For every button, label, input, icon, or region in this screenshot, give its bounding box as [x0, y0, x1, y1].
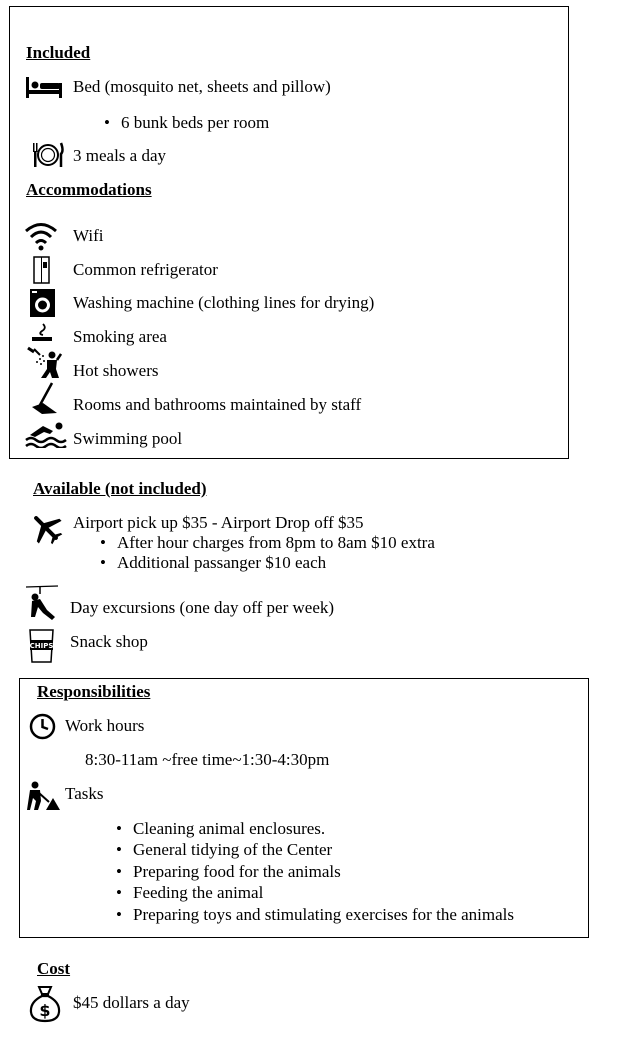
bed-label: Bed (mosquito net, sheets and pillow): [73, 77, 331, 96]
clock-icon: [29, 713, 56, 740]
accommodation-label: Rooms and bathrooms maintained by staff: [73, 395, 362, 414]
accommodation-label: Wifi: [73, 226, 104, 245]
wifi-icon: [24, 220, 58, 252]
washing-machine-icon: [29, 288, 56, 318]
accommodation-label: Swimming pool: [73, 429, 183, 448]
work-hours-value: 8:30-11am ~free time~1:30-4:30pm: [85, 750, 330, 769]
accommodation-label: Common refrigerator: [73, 260, 218, 279]
shower-icon: [26, 345, 62, 379]
bed-detail: • 6 bunk beds per room: [121, 113, 269, 133]
task-item: • Cleaning animal enclosures.: [133, 819, 325, 839]
snack-label: Snack shop: [70, 632, 148, 651]
bed-icon: [25, 74, 63, 100]
task-item: • Preparing food for the animals: [133, 862, 341, 882]
airport-detail: • After hour charges from 8pm to 8am $10 extra: [117, 533, 435, 553]
cost-value: $45 dollars a day: [73, 993, 190, 1012]
meals-label: 3 meals a day: [73, 146, 166, 165]
airport-detail: • Additional passanger $10 each: [117, 553, 326, 573]
chips-bag-icon: [27, 628, 56, 664]
tasks-label: Tasks: [65, 784, 104, 803]
plate-cutlery-icon: [31, 141, 65, 169]
mop-icon: [30, 381, 58, 415]
money-bag-icon: [28, 985, 62, 1023]
svg-text:CHIPS: CHIPS: [29, 642, 54, 650]
worker-icon: [26, 781, 60, 811]
refrigerator-icon: [33, 256, 50, 284]
responsibilities-heading: Responsibilities: [37, 682, 151, 701]
accommodation-label: Washing machine (clothing lines for drying): [73, 293, 375, 312]
task-item: • Feeding the animal: [133, 883, 263, 903]
work-hours-label: Work hours: [65, 716, 145, 735]
included-heading: Included: [26, 43, 91, 62]
accommodation-label: Smoking area: [73, 327, 167, 346]
zipline-icon: [26, 584, 58, 622]
svg-text:$: $: [39, 1001, 51, 1020]
accommodations-heading: Accommodations: [26, 180, 152, 199]
airplane-icon: [28, 510, 64, 546]
accommodation-label: Hot showers: [73, 361, 159, 380]
swimming-icon: [25, 420, 67, 448]
available-heading: Available (not included): [33, 479, 207, 498]
cost-heading: Cost: [37, 959, 71, 978]
smoking-icon: [30, 322, 54, 344]
excursions-label: Day excursions (one day off per week): [70, 598, 335, 617]
airport-label: Airport pick up $35 - Airport Drop off $35: [73, 513, 364, 532]
task-item: • Preparing toys and stimulating exercises for the animals: [133, 905, 514, 925]
task-item: • General tidying of the Center: [133, 840, 332, 860]
